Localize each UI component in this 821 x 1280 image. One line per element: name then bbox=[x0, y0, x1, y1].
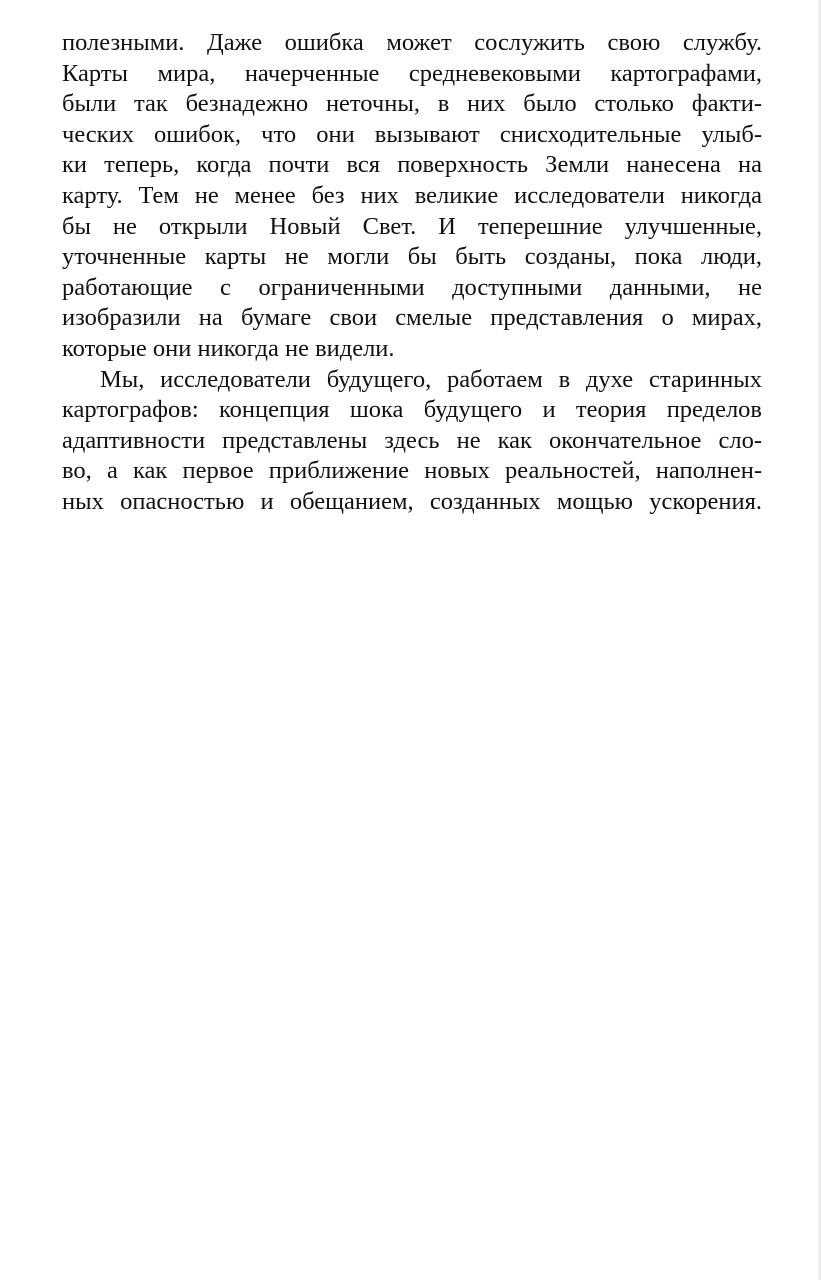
paragraph bbox=[62, 28, 762, 365]
text-line: бы не открыли Новый Свет. И теперешние улучшенные, bbox=[62, 212, 762, 240]
text-line: картографов: концепция шока будущего и теория пределов bbox=[62, 396, 762, 424]
text-line: работающие с ограниченными доступными данными, не bbox=[62, 273, 762, 301]
text-line: ных опасностью и обещанием, созданных мощью ускорения. bbox=[62, 487, 762, 515]
body-text bbox=[62, 28, 762, 518]
text-line: Карты мира, начерченные средневековыми картографами, bbox=[62, 59, 762, 87]
text-line: во, а как первое приближение новых реальностей, наполнен- bbox=[62, 457, 762, 485]
text-line: уточненные карты не могли бы быть созданы, пока люди, bbox=[62, 243, 762, 271]
text-line: изобразили на бумаге свои смелые представления о мирах, bbox=[62, 304, 762, 332]
text-line: карту. Тем не менее без них великие исследователи никогда bbox=[62, 181, 762, 209]
paragraph bbox=[62, 365, 762, 518]
text-line: Мы, исследователи будущего, работаем в духе старинных bbox=[100, 365, 762, 393]
text-line: ческих ошибок, что они вызывают снисходительные улыб- bbox=[62, 120, 762, 148]
text-line: полезными. Даже ошибка может сослужить свою службу. bbox=[62, 29, 762, 56]
text-line: ки теперь, когда почти вся поверхность Земли нанесена на bbox=[62, 151, 762, 179]
text-line: которые они никогда не видели. bbox=[62, 334, 395, 362]
text-line: были так безнадежно неточны, в них было столько факти- bbox=[62, 90, 762, 118]
text-line: адаптивности представлены здесь не как окончательное сло- bbox=[62, 426, 762, 454]
